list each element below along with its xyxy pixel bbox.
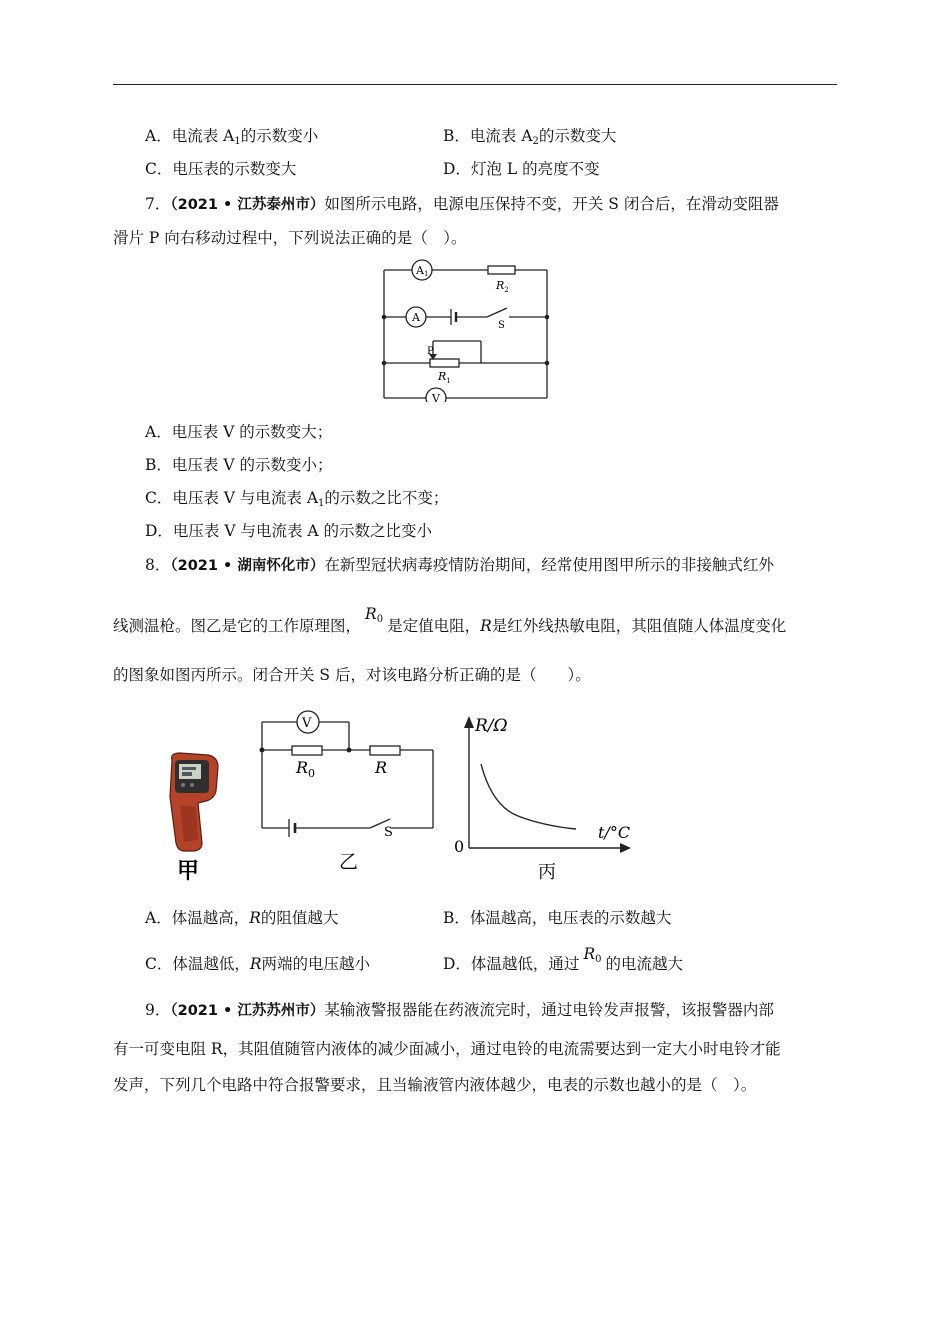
q9-number: 9． xyxy=(145,1001,171,1019)
q7-source: （2021 • 江苏泰州市） xyxy=(170,197,325,213)
q8-switch-label: S xyxy=(384,825,393,840)
q7-number: 7． xyxy=(145,195,171,213)
q7-option-b[interactable]: B．电压表 V 的示数变小； xyxy=(145,456,333,474)
q7-slider-p-label: P xyxy=(427,346,434,357)
q8-r-label: R xyxy=(375,758,388,777)
q7-stem-line1: 7．（2021 • 江苏泰州市）如图所示电路，电源电压保持不变，开关 S 闭合后，在滑动变阻器 xyxy=(145,195,779,213)
q7-circuit-diagram xyxy=(375,257,560,402)
q8-source: （2021 • 湖南怀化市） xyxy=(170,558,325,574)
q7-option-c[interactable]: C．电压表 V 与电流表 $A_1$的示数之比不变； xyxy=(145,489,449,509)
q8-graph-x-label: t/°C xyxy=(598,823,631,842)
q8-stem-line3: 的图象如图丙所示。闭合开关 S 后，对该电路分析正确的是（ ）。 xyxy=(113,666,591,684)
q8-option-b[interactable]: B．体温越高，电压表的示数越大 xyxy=(443,909,672,927)
q9-source: （2021 • 江苏苏州市） xyxy=(170,1003,325,1019)
q8-graph-y-label: R/Ω xyxy=(475,716,508,736)
q7-option-a[interactable]: A．电压表 V 的示数变大； xyxy=(145,423,333,441)
q8-graph-origin-label: 0 xyxy=(454,837,465,856)
q6-option-b[interactable]: B．电流表 $A_2$的示数变大 xyxy=(443,127,617,147)
header-rule xyxy=(113,84,837,85)
q6-option-a[interactable]: A．电流表 $A_1$的示数变小 xyxy=(145,127,319,147)
q8-r0-label: $R_0$ xyxy=(296,758,316,780)
q8-option-d[interactable]: D．体温越低，通过$R_0$ 的电流越大 xyxy=(443,945,683,973)
q8-thermometer-gun-figure xyxy=(158,745,228,885)
q7-ammeter-a1-label: A1 xyxy=(416,264,429,278)
q8-resistance-temperature-graph xyxy=(450,708,640,888)
q9-stem-line3: 发声，下列几个电路中符合报警要求，且当输液管内液体越少，电表的示数也越小的是（ ）。 xyxy=(113,1076,757,1094)
q8-r0-symbol: $R_0$ xyxy=(365,605,384,625)
q7-switch-s-label: S xyxy=(498,320,505,331)
q8-fig-bing-label: 丙 xyxy=(538,862,556,883)
q7-rheostat-r1-label: $R_1$ xyxy=(438,370,451,385)
q8-option-c[interactable]: C．体温越低，R两端的电压越小 xyxy=(145,955,371,973)
q8-fig-yi-label: 乙 xyxy=(339,851,359,873)
q8-stem-line1: 8．（2021 • 湖南怀化市）在新型冠状病毒疫情防治期间，经常使用图甲所示的非接触式红外 xyxy=(145,556,774,574)
q8-number: 8． xyxy=(145,556,171,574)
q8-fig-jia-label: 甲 xyxy=(177,858,200,884)
q8-option-a[interactable]: A．体温越高，R的阻值越大 xyxy=(145,909,339,927)
q7-voltmeter-v-label: V xyxy=(432,392,440,402)
q7-option-d[interactable]: D．电压表 V 与电流表 A 的示数之比变小 xyxy=(145,522,433,540)
q7-ammeter-a-label: A xyxy=(412,311,420,324)
q8-voltmeter-label: V xyxy=(302,716,312,731)
q6-option-d[interactable]: D．灯泡 L 的亮度不变 xyxy=(443,160,600,178)
q8-stem-line2: 线测温枪。图乙是它的工作原理图，$R_0$ 是定值电阻，R是红外线热敏电阻，其阻值随人体温度变化 xyxy=(113,605,787,635)
q8-circuit-figure xyxy=(252,708,447,883)
q9-stem-line1: 9．（2021 • 江苏苏州市）某输液警报器能在药液流完时，通过电铃发声报警，该报警器内部 xyxy=(145,1001,774,1019)
q6-option-c[interactable]: C．电压表的示数变大 xyxy=(145,160,297,178)
q7-resistor-r2-label: $R_2$ xyxy=(496,279,509,294)
q9-stem-line2: 有一可变电阻 R，其阻值随管内液体的减少面减小，通过电铃的电流需要达到一定大小时电铃才能 xyxy=(113,1040,781,1058)
q7-stem-line2: 滑片 P 向右移动过程中，下列说法正确的是（ ）。 xyxy=(113,229,467,247)
